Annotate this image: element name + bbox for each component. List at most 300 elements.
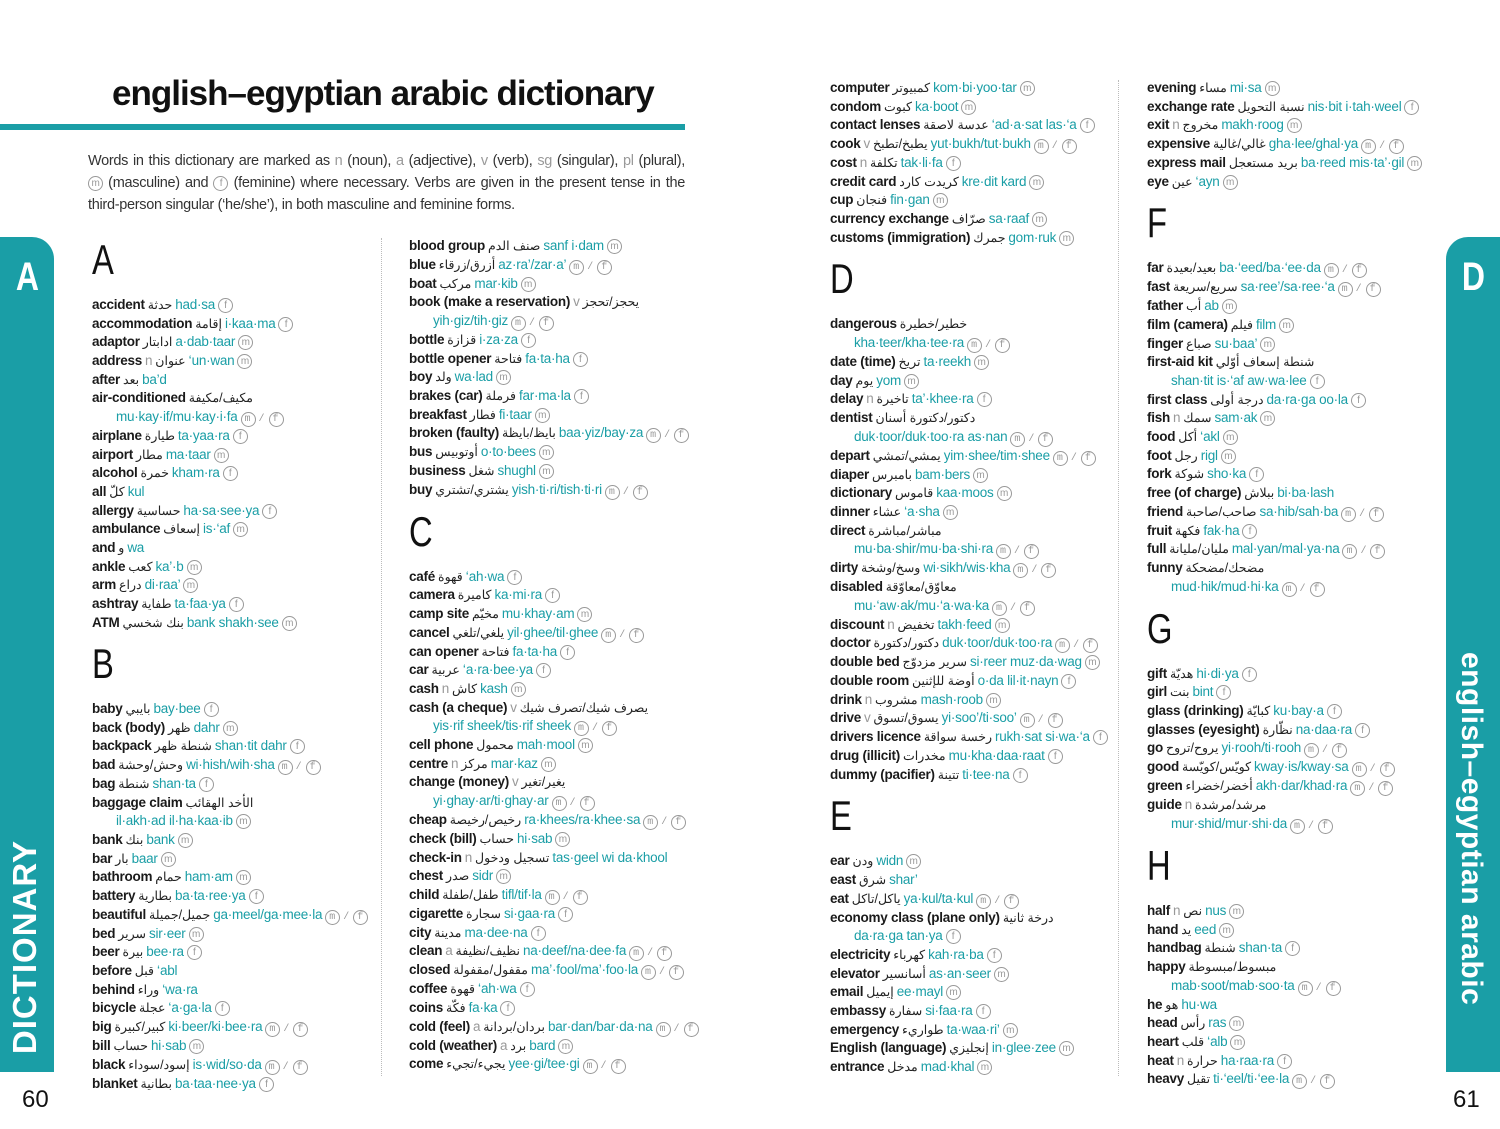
dictionary-entry <box>92 371 392 390</box>
arabic-script: مليان/مليانة <box>1169 542 1229 557</box>
headword: bag <box>92 776 116 792</box>
headword: bed <box>92 925 116 941</box>
arabic-script: وراء <box>137 982 160 997</box>
part-of-speech: n <box>1172 117 1180 133</box>
transliteration: ‘ad·a·sat las·‘a <box>991 117 1077 133</box>
feminine-marker-icon: f <box>521 333 536 348</box>
transliteration: mi·sa <box>1229 80 1262 95</box>
intro-text: (masculine) and <box>103 175 214 191</box>
masculine-marker-icon: m <box>986 693 1001 708</box>
dictionary-entry <box>92 981 392 1000</box>
dictionary-entry-continuation <box>830 597 1130 616</box>
feminine-marker-icon: f <box>1048 749 1063 764</box>
arabic-script: كبوت <box>884 99 912 114</box>
feminine-marker-icon: f <box>1093 730 1108 745</box>
headword: friend <box>1147 503 1184 519</box>
dictionary-entry <box>409 368 709 387</box>
arabic-script: قبل <box>134 964 154 979</box>
section-letter-heading <box>830 794 1130 852</box>
gender-marker-masculine-feminine: m/f <box>278 760 324 775</box>
intro-text: (noun), <box>342 153 397 169</box>
transliteration: mur·shid/mur·shi·da <box>1171 816 1288 832</box>
dictionary-entry <box>1147 409 1447 428</box>
section-letter-heading <box>1147 201 1447 259</box>
headword: electricity <box>830 947 891 963</box>
dictionary-entry <box>92 483 392 502</box>
masculine-marker-icon: m <box>233 522 248 537</box>
transliteration: ‘akl <box>1200 428 1220 444</box>
dictionary-entry <box>409 624 709 643</box>
transliteration: hi·sab <box>517 831 553 847</box>
gender-marker-masculine-feminine: m/f <box>629 946 675 961</box>
masculine-marker-icon: m <box>282 616 297 631</box>
part-of-speech: n <box>1173 410 1181 426</box>
headword: full <box>1147 541 1167 557</box>
dictionary-entry-continuation <box>830 540 1130 559</box>
part-of-speech: n <box>464 849 473 865</box>
arabic-script: بطانية <box>140 1076 173 1091</box>
arabic-script: يسوق/تسوق <box>873 711 939 726</box>
arabic-script: دراع <box>119 578 142 593</box>
headword: blanket <box>92 1075 138 1091</box>
arabic-script: قهوة <box>450 982 476 997</box>
dictionary-entry <box>92 925 392 944</box>
dictionary-entry <box>1147 540 1447 559</box>
arabic-script: رجل <box>1174 448 1198 463</box>
transliteration: yih·giz/tih·giz <box>433 312 509 328</box>
transliteration: mud·hik/mud·hi·ka <box>1171 578 1279 594</box>
dictionary-column-2 <box>409 237 709 1074</box>
headword: depart <box>830 447 870 463</box>
headword: bill <box>92 1038 111 1053</box>
arabic-script: فطار <box>469 407 496 422</box>
dictionary-entry <box>409 643 709 662</box>
arabic-script: شنطة ظهر <box>154 739 212 754</box>
arabic-script: نسبة التحويل <box>1237 99 1305 114</box>
arabic-script: سريع/سريعة <box>1173 280 1238 295</box>
transliteration: nus <box>1205 903 1227 919</box>
transliteration: fa·ta·ha <box>525 350 570 366</box>
transliteration: sidr <box>472 868 494 884</box>
headword: breakfast <box>409 406 467 422</box>
transliteration: kway·is/kway·sa <box>1254 759 1349 775</box>
headword: adaptor <box>92 334 140 350</box>
dictionary-entry <box>92 962 392 981</box>
headword: fish <box>1147 410 1171 426</box>
arabic-script: صرّاف <box>951 211 986 226</box>
transliteration: ab <box>1204 298 1219 314</box>
headword: happy <box>1147 959 1186 975</box>
part-of-speech: a <box>445 943 453 959</box>
transliteration: widn <box>876 853 904 869</box>
masculine-marker-icon: m <box>238 335 253 350</box>
masculine-marker-icon: m <box>974 355 989 370</box>
dictionary-entry-continuation <box>1147 578 1447 597</box>
feminine-marker-icon: f <box>545 588 560 603</box>
transliteration: ma’·fool/ma’·foo·la <box>530 962 638 978</box>
dictionary-entry <box>1147 739 1447 758</box>
dictionary-entry <box>409 350 709 369</box>
headword: city <box>409 924 432 940</box>
part-of-speech: n <box>145 352 153 368</box>
section-letter-heading <box>92 238 392 296</box>
transliteration: mash·roob <box>920 691 983 707</box>
part-of-speech: n <box>1173 903 1181 919</box>
arabic-script: بريد مستعجل <box>1228 155 1298 170</box>
dictionary-entry <box>409 1055 709 1074</box>
transliteration: hu·wa <box>1181 996 1217 1012</box>
part-of-speech-marker: n <box>334 153 343 169</box>
masculine-marker-icon: m <box>183 578 198 593</box>
headword: father <box>1147 298 1184 314</box>
dictionary-entry <box>830 616 1130 635</box>
arabic-script: وسخ/وشخة <box>861 561 921 576</box>
gender-marker-masculine-feminine: m/f <box>1341 507 1387 522</box>
transliteration: di·raa’ <box>144 577 181 593</box>
dictionary-entry <box>830 191 1130 210</box>
arabic-script: يطبخ/تطبخ <box>873 136 928 151</box>
dictionary-entry-continuation <box>409 312 709 331</box>
gender-marker-masculine-feminine: m/f <box>265 1022 311 1037</box>
headword: clean <box>409 943 443 959</box>
dictionary-entry <box>92 595 392 614</box>
arabic-script: بعيد/بعيدة <box>1166 261 1217 276</box>
arabic-script: أسانسير <box>882 966 926 981</box>
transliteration: fin·gan <box>890 192 930 208</box>
headword: cash <box>409 680 439 696</box>
transliteration: shan·tit dahr <box>214 738 287 754</box>
dictionary-entry <box>1147 683 1447 702</box>
transliteration: na·deef/na·dee·fa <box>523 943 627 959</box>
dictionary-entry <box>409 924 709 943</box>
dictionary-entry <box>409 237 709 256</box>
dictionary-entry <box>1147 665 1447 684</box>
dictionary-entry <box>92 333 392 352</box>
dictionary-entry-continuation <box>1147 372 1447 391</box>
transliteration: wi·hish/wih·sha <box>186 757 275 773</box>
feminine-marker-icon: f <box>507 570 522 585</box>
transliteration: eed <box>1194 921 1217 937</box>
headword: dinner <box>830 503 870 519</box>
transliteration: ‘a·sha <box>904 503 940 519</box>
gender-marker-masculine-feminine: m/f <box>1298 981 1344 996</box>
gender-marker-masculine-feminine: m/f <box>1304 743 1350 758</box>
transliteration: yish·ti·ri/tish·ti·ri <box>511 481 602 497</box>
dictionary-entry <box>409 980 709 999</box>
masculine-marker-icon: m <box>1230 1035 1245 1050</box>
headword: exchange rate <box>1147 98 1235 114</box>
transliteration: sanf i·dam <box>543 238 604 253</box>
headword: airport <box>92 446 134 462</box>
headword: café <box>409 568 436 584</box>
masculine-marker-icon: m <box>1003 1023 1018 1038</box>
transliteration: sho·ka <box>1207 466 1247 482</box>
dictionary-entry <box>92 464 392 483</box>
transliteration: yut·bukh/tut·bukh <box>930 135 1031 151</box>
headword: economy class (plane only) <box>830 909 1000 925</box>
dictionary-entry <box>92 446 392 465</box>
transliteration: fi·taar <box>498 406 532 422</box>
feminine-marker-icon: f <box>500 1001 515 1016</box>
arabic-script: كبايّة <box>1246 704 1271 719</box>
arabic-script: مباشر/مباشرة <box>868 523 942 538</box>
transliteration: kham·ra <box>171 465 220 481</box>
headword: gift <box>1147 665 1167 681</box>
arabic-script: مبسوط/مبسوطة <box>1188 960 1277 975</box>
intro-text: (verb), <box>487 153 538 169</box>
part-of-speech: n <box>866 391 874 407</box>
dictionary-entry <box>830 653 1130 672</box>
arabic-script: بنك شخسي <box>122 615 184 630</box>
transliteration: ta·faa·ya <box>174 595 226 611</box>
headword: emergency <box>830 1021 900 1037</box>
masculine-marker-icon: m <box>558 1039 573 1054</box>
dictionary-entry <box>409 736 709 755</box>
transliteration: sam·ak <box>1214 410 1258 426</box>
arabic-script: صاحب/صاحبة <box>1186 504 1257 519</box>
headword: accommodation <box>92 315 193 331</box>
arabic-script: مضحك/مضحكة <box>1185 561 1265 576</box>
masculine-marker-icon: m <box>943 505 958 520</box>
section-letter-heading <box>1147 844 1447 902</box>
arabic-script: إقامة <box>195 316 222 331</box>
transliteration: ras <box>1208 1015 1227 1031</box>
headword: accident <box>92 297 145 312</box>
arabic-script: مرشد/مرشدة <box>1195 798 1267 813</box>
headword: beautiful <box>92 906 146 922</box>
dictionary-entry <box>92 887 392 906</box>
dictionary-entry <box>409 293 709 312</box>
dictionary-entry <box>1147 173 1447 192</box>
dictionary-entry <box>92 1056 392 1075</box>
dictionary-entry <box>1147 559 1447 578</box>
headword: exit <box>1147 117 1170 133</box>
headword: ankle <box>92 558 126 574</box>
transliteration: mal·yan/mal·ya·na <box>1231 541 1340 557</box>
dictionary-entry <box>92 737 392 756</box>
headword: closed <box>409 962 451 978</box>
headword: check-in <box>409 849 462 865</box>
dictionary-entry <box>92 794 392 813</box>
dictionary-entry <box>1147 1052 1447 1071</box>
dictionary-entry <box>409 811 709 830</box>
arabic-script: ودن <box>852 854 874 869</box>
headword: cash (a cheque) <box>409 699 508 715</box>
transliteration: mu·khay·am <box>501 605 575 621</box>
headword: boat <box>409 275 437 291</box>
dictionary-entry <box>92 831 392 850</box>
transliteration: yis·rif sheek/tis·rif sheek <box>433 718 572 734</box>
part-of-speech-marker: a <box>396 153 404 169</box>
dictionary-entry <box>409 699 709 718</box>
dictionary-entry <box>409 661 709 680</box>
headword: good <box>1147 759 1179 775</box>
gender-marker-masculine-feminine: m/f <box>1342 544 1388 559</box>
dictionary-entry <box>1147 465 1447 484</box>
arabic-script: مخيّم <box>472 606 499 621</box>
dictionary-entry <box>1147 939 1447 958</box>
arabic-script: مدينة <box>434 925 462 940</box>
transliteration: o·da lil·it·nayn <box>977 673 1059 689</box>
dictionary-entry <box>1147 702 1447 721</box>
headword: east <box>830 872 857 888</box>
arabic-script: فكّة <box>446 1001 466 1016</box>
arabic-script: تقيل <box>1187 1072 1211 1087</box>
masculine-marker-icon: m <box>1059 1041 1074 1056</box>
gender-marker-masculine-feminine: m/f <box>1034 139 1080 154</box>
headword: can opener <box>409 643 479 659</box>
dictionary-entry <box>1147 777 1447 796</box>
dictionary-entry-continuation <box>1147 977 1447 996</box>
dictionary-entry <box>92 719 392 738</box>
masculine-marker-icon: m <box>607 239 622 254</box>
transliteration: da·ra·ga oo·la <box>1266 391 1348 407</box>
masculine-marker-icon: m <box>511 682 526 697</box>
arabic-script: محمول <box>476 738 514 753</box>
arabic-script: سفارة <box>889 1004 923 1018</box>
dictionary-entry-continuation <box>409 792 709 811</box>
headword: cigarette <box>409 906 464 922</box>
headword: express mail <box>1147 154 1226 170</box>
headword: battery <box>92 888 136 904</box>
headword: buy <box>409 481 433 497</box>
section-letter: A <box>92 236 114 283</box>
headword: arm <box>92 577 117 593</box>
arabic-script: ادابتار <box>142 335 173 350</box>
transliteration: bam·bers <box>914 466 970 482</box>
headword: boy <box>409 369 433 385</box>
transliteration: wi·sikh/wis·kha <box>923 560 1011 576</box>
transliteration: mah·mool <box>516 737 575 753</box>
transliteration: ka’·b <box>155 558 184 574</box>
part-of-speech-marker: v <box>480 153 488 169</box>
headword: computer <box>830 80 890 95</box>
arabic-script: بيرة <box>122 945 144 960</box>
arabic-script: حرارة <box>1187 1053 1218 1068</box>
feminine-marker-icon: f <box>218 298 233 313</box>
gender-marker-masculine-feminine: m/f <box>552 796 598 811</box>
headword: dummy (pacifier) <box>830 766 935 782</box>
transliteration: duk·toor/duk·too·ra as·nan <box>854 428 1008 444</box>
feminine-marker-icon: f <box>1285 941 1300 956</box>
gender-marker-masculine-feminine: m/f <box>605 485 651 500</box>
arabic-script: قاموس <box>895 486 934 501</box>
arabic-script: بطارية <box>138 889 173 904</box>
headword: child <box>409 887 440 903</box>
dictionary-entry <box>1147 958 1447 977</box>
transliteration: bank shakh·see <box>186 614 279 630</box>
transliteration: sa·raaf <box>988 210 1030 226</box>
dictionary-entry <box>409 942 709 961</box>
transliteration: ti·tee·na <box>962 766 1010 782</box>
dictionary-entry <box>409 849 709 868</box>
masculine-marker-icon: m <box>236 870 251 885</box>
masculine-marker-icon: m <box>995 618 1010 633</box>
arabic-script: شغل <box>468 463 495 478</box>
masculine-marker-icon: m <box>946 985 961 1000</box>
dictionary-entry <box>92 427 392 446</box>
dictionary-entry <box>409 999 709 1018</box>
feminine-marker-icon: f <box>1242 667 1257 682</box>
dictionary-entry <box>830 372 1130 391</box>
arabic-script: هديّة <box>1170 666 1194 681</box>
dictionary-entry-continuation <box>830 428 1130 447</box>
transliteration: mar·kaz <box>490 755 538 771</box>
feminine-marker-icon: f <box>987 948 1002 963</box>
transliteration: si·gaa·ra <box>503 906 555 922</box>
feminine-marker-icon: f <box>574 389 589 404</box>
arabic-script: شرق <box>859 873 887 888</box>
arabic-script: حساسية <box>136 503 181 518</box>
dictionary-entry <box>830 890 1130 909</box>
headword: discount <box>830 616 885 632</box>
headword: English (language) <box>830 1040 947 1056</box>
dictionary-entry <box>1147 484 1447 503</box>
dictionary-entry <box>830 852 1130 871</box>
transliteration: bank <box>146 832 175 848</box>
dictionary-entry <box>830 210 1130 229</box>
dictionary-entry <box>830 578 1130 597</box>
feminine-marker-icon: f <box>560 645 575 660</box>
headword: expensive <box>1147 135 1211 151</box>
tab-label: DICTIONARY <box>6 839 43 1054</box>
arabic-script: مدخل <box>887 1059 918 1074</box>
arabic-script: كلّ <box>109 484 125 499</box>
arabic-script: صباع <box>1186 336 1212 351</box>
transliteration: sir·eer <box>149 925 186 941</box>
transliteration: wa <box>127 539 145 555</box>
headword: business <box>409 462 466 478</box>
transliteration: akh·dar/khad·ra <box>1255 778 1348 794</box>
transliteration: yi·rooh/ti·rooh <box>1221 740 1301 756</box>
transliteration: il·akh·ad il·ha·kaa·ib <box>116 813 233 829</box>
transliteration: yom <box>876 372 901 388</box>
dictionary-entry <box>92 906 392 925</box>
headword: bus <box>409 444 433 460</box>
part-of-speech: v <box>573 294 580 310</box>
transliteration: ta·yaa·ra <box>177 427 230 443</box>
transliteration: mu·ba·shir/mu·ba·shi·ra <box>854 541 994 557</box>
gender-marker-masculine-feminine: m/f <box>643 815 689 830</box>
dictionary-entry <box>409 867 709 886</box>
dictionary-column-3 <box>830 79 1130 1077</box>
transliteration: si·reer muz·da·wag <box>969 654 1082 670</box>
headword: dirty <box>830 560 859 576</box>
headword: contact lenses <box>830 117 921 133</box>
dictionary-entry <box>830 691 1130 710</box>
arabic-script: عشاء <box>872 504 902 519</box>
dictionary-entry <box>1147 902 1447 921</box>
arabic-script: كهرباء <box>893 948 926 963</box>
dictionary-entry <box>1147 503 1447 522</box>
arabic-script: خطير/خطيرة <box>899 317 968 332</box>
arabic-script: فتاحة <box>494 351 523 366</box>
headword: dictionary <box>830 485 893 501</box>
headword: cheap <box>409 812 447 828</box>
gender-marker-masculine-feminine: m/f <box>574 721 620 736</box>
arabic-script: بايبي <box>125 702 151 717</box>
masculine-marker-icon: m <box>977 1060 992 1075</box>
arabic-script: أب <box>1186 299 1202 314</box>
headword: drivers licence <box>830 729 921 745</box>
masculine-marker-icon: m <box>496 370 511 385</box>
transliteration: da·ra·ga tan·ya <box>854 928 943 944</box>
transliteration: ‘alb <box>1207 1034 1228 1050</box>
transliteration: ma·taar <box>165 446 211 462</box>
arabic-script: أزرق/زرقاء <box>438 257 496 272</box>
intro-text: (adjective), <box>403 153 481 169</box>
dictionary-entry <box>92 352 392 371</box>
